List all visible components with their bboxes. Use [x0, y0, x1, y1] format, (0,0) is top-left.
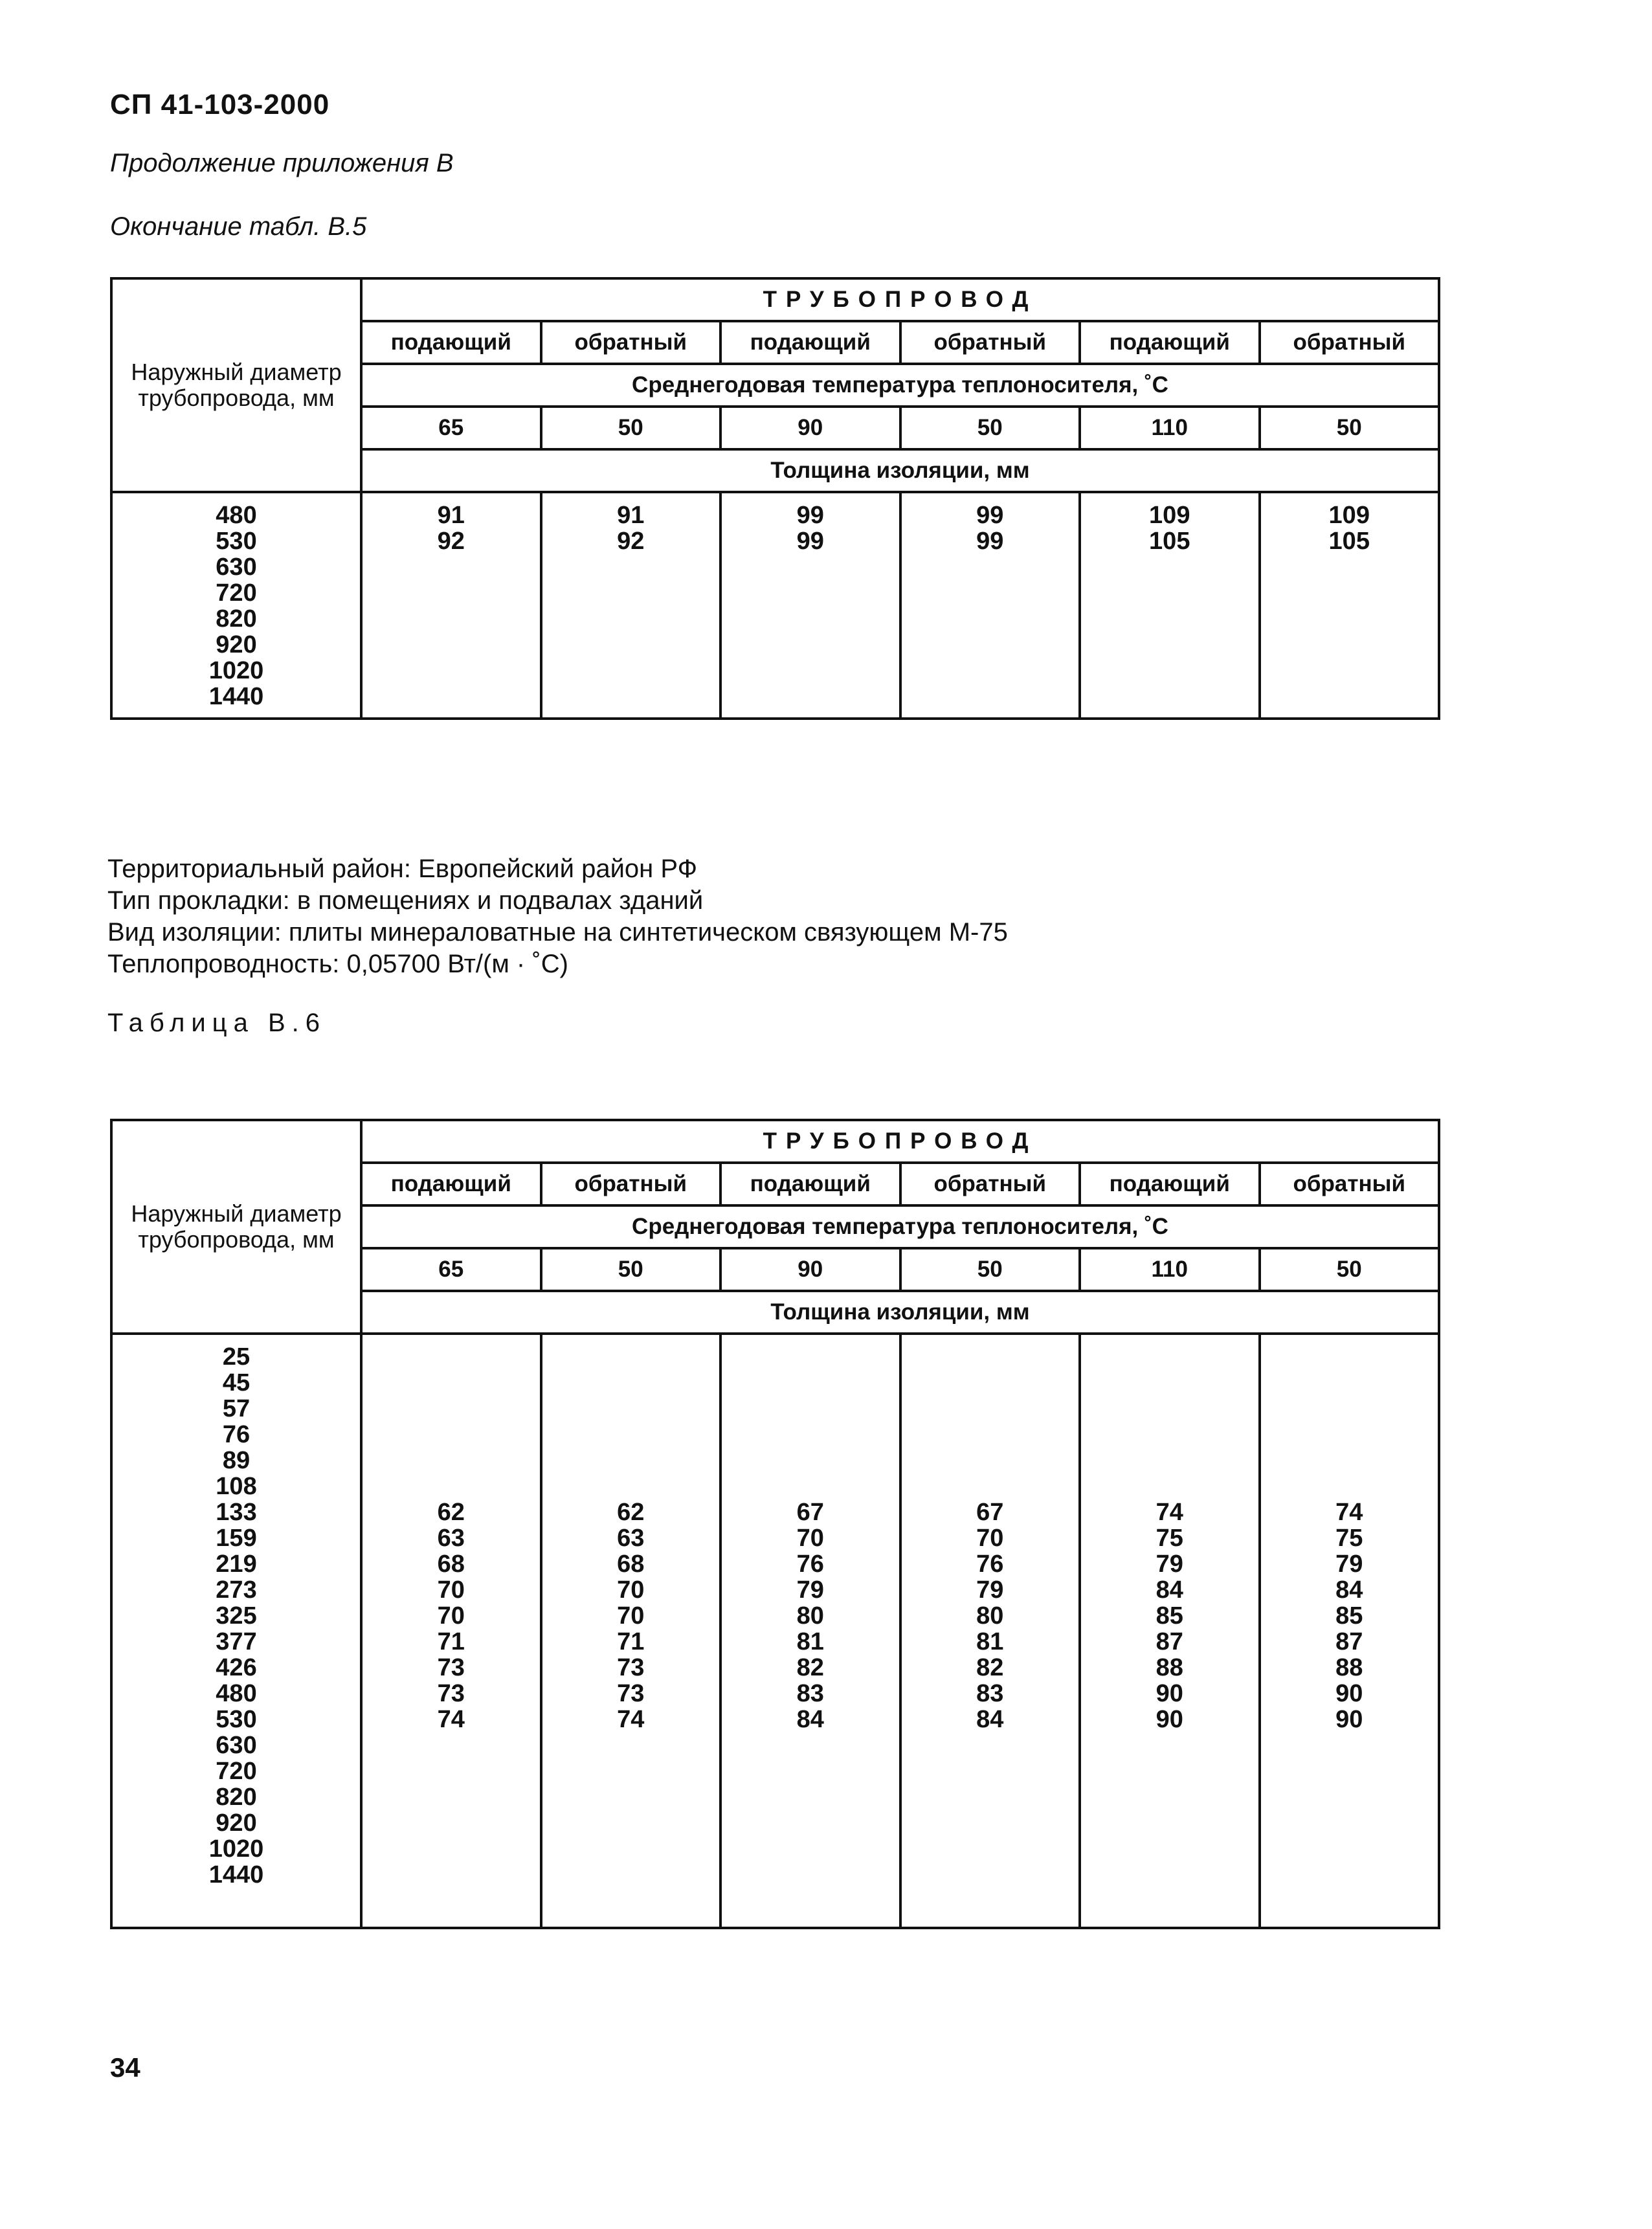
temperature-cell: 50	[1260, 407, 1440, 449]
table-cell-value: 920	[216, 1809, 257, 1837]
temperature-cell: 50	[900, 407, 1080, 449]
blank-line	[542, 1344, 720, 1370]
table-cell-value: 89	[222, 1447, 251, 1474]
table-cell-value: 70	[976, 1525, 1004, 1552]
table-cell-value: 75	[1155, 1525, 1183, 1552]
conductivity-line: Теплопроводность: 0,05700 Вт/(м · ˚С)	[107, 950, 568, 978]
table-cell-value: 79	[796, 1576, 824, 1604]
table-cell-value: 80	[796, 1602, 824, 1630]
blank-line	[542, 1396, 720, 1422]
table-cell-value: 79	[1335, 1551, 1363, 1578]
temperature-cell: 50	[900, 1248, 1080, 1291]
appendix-continuation: Продолжение приложения В	[110, 149, 454, 177]
table-cell-value: 68	[437, 1551, 465, 1578]
table-cell-value: 99	[796, 502, 824, 529]
table-cell-value: 105	[1149, 528, 1190, 555]
table-cell-value: 62	[617, 1499, 645, 1526]
blank-line	[542, 1370, 720, 1396]
table-cell-value: 84	[796, 1706, 824, 1733]
table-cell-value: 87	[1155, 1628, 1183, 1655]
table-cell-value: 76	[976, 1551, 1004, 1578]
pipe-type-cell: подающий	[1080, 321, 1260, 364]
diameter-values	[111, 1334, 361, 1928]
table-cell-value: 530	[216, 1706, 257, 1733]
blank-line	[902, 1473, 1079, 1499]
table-cell-value: 71	[617, 1628, 645, 1655]
blank-line	[1081, 1473, 1258, 1499]
blank-line	[1261, 1422, 1438, 1448]
table-cell-value: 57	[222, 1395, 251, 1422]
table-cell-value: 480	[216, 1680, 257, 1707]
pipe-type-cell: обратный	[1260, 321, 1440, 364]
blank-line	[1261, 1473, 1438, 1499]
blank-line	[902, 1396, 1079, 1422]
table-cell-value: 159	[216, 1525, 257, 1552]
pipe-type-cell: обратный	[541, 321, 721, 364]
blank-line	[722, 1473, 899, 1499]
pipe-type-cell: обратный	[541, 1163, 721, 1205]
table-cell-value: 70	[796, 1525, 824, 1552]
district-line: Территориальный район: Европейский район РФ	[107, 855, 697, 883]
pipe-type-cell: обратный	[900, 1163, 1080, 1205]
blank-line	[902, 1370, 1079, 1396]
table-cell-value: 70	[437, 1602, 465, 1630]
blank-line	[363, 1473, 540, 1499]
table-cell-value: 530	[216, 528, 257, 555]
temperature-cell: 110	[1080, 1248, 1260, 1291]
table-cell-value: 71	[437, 1628, 465, 1655]
diameter-values	[111, 492, 361, 719]
table-cell-value: 73	[617, 1654, 645, 1681]
blank-line	[1081, 1448, 1258, 1473]
blank-line	[722, 1344, 899, 1370]
blank-line	[1261, 1448, 1438, 1473]
table-cell-value: 90	[1335, 1706, 1363, 1733]
thickness-values	[1260, 1334, 1440, 1928]
table-cell-value: 70	[437, 1576, 465, 1604]
page-number: 34	[110, 2052, 140, 2083]
table-cell-value: 25	[222, 1343, 251, 1371]
table-cell-value: 88	[1335, 1654, 1363, 1681]
table-cell-value: 109	[1328, 502, 1370, 529]
table-cell-value: 82	[796, 1654, 824, 1681]
table-cell-value: 67	[976, 1499, 1004, 1526]
table-cell-value: 108	[216, 1473, 257, 1500]
blank-line	[363, 1344, 540, 1370]
temperature-cell: 110	[1080, 407, 1260, 449]
table-cell-value: 81	[976, 1628, 1004, 1655]
table-cell-value: 91	[437, 502, 465, 529]
table-cell-value: 84	[1155, 1576, 1183, 1604]
blank-line	[722, 1448, 899, 1473]
table-cell-value: 325	[216, 1602, 257, 1630]
thickness-header: Толщина изоляции, мм	[361, 449, 1439, 492]
table-cell-value: 377	[216, 1628, 257, 1655]
blank-line	[902, 1448, 1079, 1473]
table-cell-value: 99	[976, 502, 1004, 529]
conditions-block	[107, 853, 1008, 980]
table-cell-value: 63	[617, 1525, 645, 1552]
table-cell-value: 83	[796, 1680, 824, 1707]
temperature-header: Среднегодовая температура теплоносителя, ˚С	[361, 1205, 1439, 1248]
table-cell-value: 1020	[208, 657, 264, 684]
table-cell-value: 426	[216, 1654, 257, 1681]
table-cell-value: 99	[796, 528, 824, 555]
table-b6	[110, 1119, 1440, 1929]
table-cell-value: 720	[216, 1758, 257, 1785]
table-cell-value: 1440	[208, 683, 264, 710]
table-cell-value: 70	[617, 1576, 645, 1604]
table-cell-value: 76	[222, 1421, 251, 1448]
table-cell-value: 90	[1155, 1680, 1183, 1707]
table-cell-value: 73	[437, 1680, 465, 1707]
blank-line	[1261, 1396, 1438, 1422]
table-cell-value: 63	[437, 1525, 465, 1552]
diameter-column-header: Наружный диаметр трубопровода, мм	[111, 1120, 361, 1334]
table-cell-value: 88	[1155, 1654, 1183, 1681]
insulation-line: Вид изоляции: плиты минераловатные на синтетическом связующем М-75	[107, 918, 1008, 946]
table-cell-value: 90	[1155, 1706, 1183, 1733]
table-cell-value: 133	[216, 1499, 257, 1526]
table-cell-value: 80	[976, 1602, 1004, 1630]
blank-line	[363, 1448, 540, 1473]
table-cell-value: 920	[216, 631, 257, 658]
thickness-values	[1080, 1334, 1260, 1928]
blank-line	[902, 1422, 1079, 1448]
table-b6-label: Таблица В.6	[107, 1009, 326, 1037]
table-b5	[110, 277, 1440, 720]
table-cell-value: 68	[617, 1551, 645, 1578]
table-cell-value: 820	[216, 1784, 257, 1811]
table-cell-value: 74	[1155, 1499, 1183, 1526]
temperature-cell: 65	[361, 1248, 541, 1291]
blank-line	[722, 1422, 899, 1448]
blank-line	[902, 1344, 1079, 1370]
pipeline-header: ТРУБОПРОВОД	[361, 1120, 1439, 1163]
table-cell-value: 81	[796, 1628, 824, 1655]
blank-line	[1081, 1396, 1258, 1422]
table-cell-value: 62	[437, 1499, 465, 1526]
table-cell-value: 91	[617, 502, 645, 529]
thickness-values	[1260, 492, 1440, 719]
table-cell-value: 92	[617, 528, 645, 555]
table-cell-value: 84	[976, 1706, 1004, 1733]
blank-line	[542, 1448, 720, 1473]
table-cell-value: 73	[437, 1654, 465, 1681]
table-cell-value: 84	[1335, 1576, 1363, 1604]
table-cell-value: 45	[222, 1369, 251, 1396]
table-cell-value: 90	[1335, 1680, 1363, 1707]
blank-line	[1261, 1344, 1438, 1370]
table-cell-value: 87	[1335, 1628, 1363, 1655]
pipe-type-cell: подающий	[720, 321, 900, 364]
thickness-values	[541, 492, 721, 719]
blank-line	[542, 1473, 720, 1499]
table-cell-value: 480	[216, 502, 257, 529]
table-cell-value: 79	[976, 1576, 1004, 1604]
table-cell-value: 820	[216, 605, 257, 633]
table-cell-value: 630	[216, 1732, 257, 1759]
temperature-cell: 50	[541, 407, 721, 449]
table-cell-value: 92	[437, 528, 465, 555]
pipe-type-cell: обратный	[1260, 1163, 1440, 1205]
table-cell-value: 720	[216, 579, 257, 607]
table-cell-value: 74	[437, 1706, 465, 1733]
temperature-cell: 90	[720, 1248, 900, 1291]
thickness-values	[720, 492, 900, 719]
pipe-type-cell: подающий	[361, 1163, 541, 1205]
table-cell-value: 76	[796, 1551, 824, 1578]
table-cell-value: 74	[617, 1706, 645, 1733]
blank-line	[1081, 1422, 1258, 1448]
table-cell-value: 219	[216, 1551, 257, 1578]
blank-line	[1261, 1370, 1438, 1396]
table-cell-value: 79	[1155, 1551, 1183, 1578]
thickness-values	[361, 492, 541, 719]
temperature-cell: 65	[361, 407, 541, 449]
temperature-header: Среднегодовая температура теплоносителя, ˚С	[361, 364, 1439, 407]
table-cell-value: 109	[1149, 502, 1190, 529]
blank-line	[363, 1370, 540, 1396]
thickness-values	[361, 1334, 541, 1928]
pipe-type-cell: подающий	[361, 321, 541, 364]
table-cell-value: 82	[976, 1654, 1004, 1681]
pipe-type-cell: подающий	[1080, 1163, 1260, 1205]
table-cell-value: 1020	[208, 1835, 264, 1863]
blank-line	[1081, 1370, 1258, 1396]
document-code: СП 41-103-2000	[110, 89, 330, 120]
thickness-header: Толщина изоляции, мм	[361, 1291, 1439, 1334]
table-cell-value: 85	[1335, 1602, 1363, 1630]
pipe-type-cell: подающий	[720, 1163, 900, 1205]
diameter-column-header: Наружный диаметр трубопровода, мм	[111, 278, 361, 492]
blank-line	[722, 1396, 899, 1422]
table-cell-value: 70	[617, 1602, 645, 1630]
pipe-type-cell: обратный	[900, 321, 1080, 364]
table-cell-value: 105	[1328, 528, 1370, 555]
blank-line	[363, 1422, 540, 1448]
table-cell-value: 83	[976, 1680, 1004, 1707]
thickness-values	[1080, 492, 1260, 719]
blank-line	[1081, 1344, 1258, 1370]
thickness-values	[720, 1334, 900, 1928]
temperature-cell: 90	[720, 407, 900, 449]
table-cell-value: 74	[1335, 1499, 1363, 1526]
table-cell-value: 73	[617, 1680, 645, 1707]
table-cell-value: 99	[976, 528, 1004, 555]
table-cell-value: 630	[216, 554, 257, 581]
pipeline-header: ТРУБОПРОВОД	[361, 278, 1439, 321]
temperature-cell: 50	[541, 1248, 721, 1291]
table-cell-value: 1440	[208, 1861, 264, 1888]
blank-line	[722, 1370, 899, 1396]
table-cell-value: 85	[1155, 1602, 1183, 1630]
blank-line	[542, 1422, 720, 1448]
blank-line	[363, 1396, 540, 1422]
laying-line: Тип прокладки: в помещениях и подвалах зданий	[107, 886, 704, 915]
table-b5-caption: Окончание табл. В.5	[110, 212, 367, 241]
thickness-values	[541, 1334, 721, 1928]
thickness-values	[900, 1334, 1080, 1928]
table-cell-value: 273	[216, 1576, 257, 1604]
table-cell-value: 75	[1335, 1525, 1363, 1552]
table-cell-value: 67	[796, 1499, 824, 1526]
temperature-cell: 50	[1260, 1248, 1440, 1291]
thickness-values	[900, 492, 1080, 719]
